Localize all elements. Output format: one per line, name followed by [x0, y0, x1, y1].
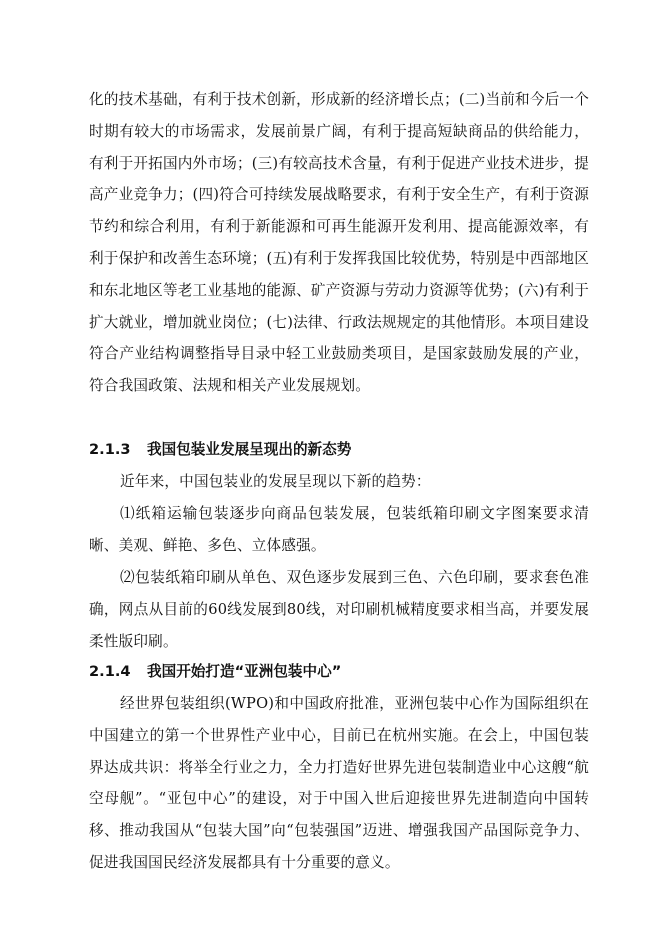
- paragraph-trend-item-1: ⑴纸箱运输包装逐步向商品包装发展，包装纸箱印刷文字图案要求清晰、美观、鲜艳、多色、立体感强。: [89, 505, 589, 554]
- section-heading-2-1-3: [89, 434, 351, 466]
- section-number: 2.1.3: [89, 441, 131, 458]
- section-title: 我国开始打造“亚洲包装中心”: [147, 663, 342, 680]
- paragraph-asia-packaging-center: 经世界包装组织(WPO)和中国政府批准，亚洲包装中心作为国际组织在中国建立的第一个世界性产业中心，目前已在杭州实施。在会上，中国包装界达成共识：将举全行业之力，全力打造好世界先进包装制造业中心这艘“航空母舰”。“亚包中心”的建设，对于中国入世后迎接世界先进制造向中国转移、推动我国从“包装大国”向“包装强国”迈进、增强我国产品国际竞争力、促进我国国民经济发展都具有十分重要的意义。: [89, 695, 589, 871]
- paragraph-trends-intro: 近年来，中国包装业的发展呈现以下新的趋势：: [120, 473, 431, 490]
- section-title: 我国包装业发展呈现出的新态势: [147, 441, 352, 458]
- paragraph-trend-item-2: ⑵包装纸箱印刷从单色、双色逐步发展到三色、六色印刷，要求套色准确，网点从目前的60线发展到80线，对印刷机械精度要求相当高，并要发展柔性版印刷。: [89, 569, 589, 650]
- paragraph-industry-policy: 化的技术基础，有利于技术创新，形成新的经济增长点；(二)当前和今后一个时期有较大的市场需求，发展前景广阔，有利于提高短缺商品的供给能力，有利于开拓国内外市场；(三)有较高技术含量，有利于促进产业技术进步，提高产业竞争力；(四)符合可持续发展战略要求，有利于安全生产，有利于资源节约和综合利用，有利于新能源和可再生能源开发利用、提高能源效率，有利于保护和改善生态环境；(五)有利于发挥我国比较优势，特别是中西部地区和东北地区等老工业基地的能源、矿产资源与劳动力资源等优势；(六)有利于扩大就业，增加就业岗位；(七)法律、行政法规规定的其他情形。本项目建设符合产业结构调整指导目录中轻工业鼓励类项目，是国家鼓励发展的产业，符合我国政策、法规和相关产业发展规划。: [89, 91, 589, 395]
- section-heading-2-1-4: [89, 656, 341, 688]
- section-number: 2.1.4: [89, 663, 131, 680]
